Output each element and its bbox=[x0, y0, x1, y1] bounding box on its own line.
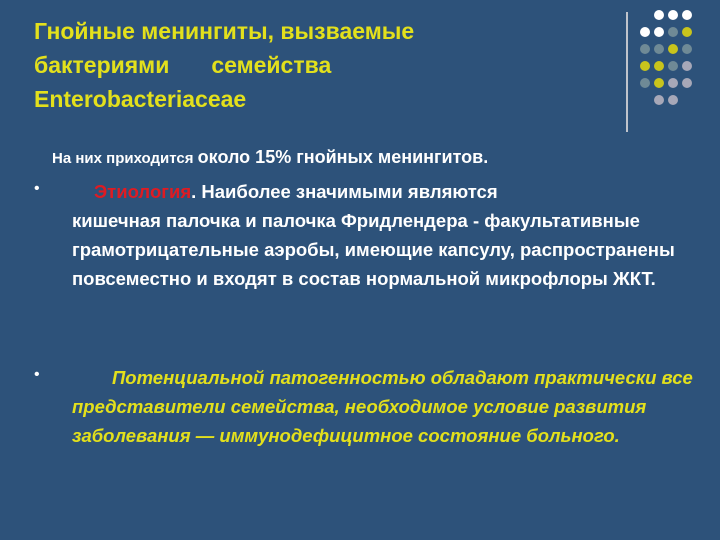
decor-dot bbox=[654, 61, 664, 71]
decor-dot bbox=[654, 44, 664, 54]
decor-divider-line bbox=[626, 12, 628, 132]
decor-dot bbox=[682, 27, 692, 37]
title-line-3: Enterobacteriaceae bbox=[34, 86, 247, 112]
decor-dot-grid bbox=[640, 10, 720, 120]
title-line-1: Гнойные менингиты, вызваемые bbox=[34, 18, 415, 44]
decor-dot bbox=[654, 27, 664, 37]
pathogenicity-text: Потенциальной патогенностью обладают практически все представители семейства, необходимое условие развития заболевания — иммунодефицитное состояние больного. bbox=[72, 367, 693, 446]
etiology-body: кишечная палочка и палочка Фридлендера - факультативные грамотрицательные аэробы, имеющие капсулу, распространены повсеместно и входят в состав нормальной микрофлоры ЖКТ. bbox=[72, 210, 675, 289]
etiology-keyword: Этиология bbox=[94, 181, 192, 202]
decor-dot bbox=[640, 44, 650, 54]
decor-dot bbox=[668, 27, 678, 37]
decor-dot bbox=[668, 10, 678, 20]
bullet-etiology bbox=[72, 177, 702, 293]
decor-dot bbox=[682, 61, 692, 71]
decor-dot bbox=[640, 61, 650, 71]
intro-big: около 15% гнойных менингитов. bbox=[197, 147, 489, 167]
decor-dot bbox=[654, 95, 664, 105]
decor-dot bbox=[682, 78, 692, 88]
intro-text bbox=[52, 145, 488, 171]
slide-title bbox=[34, 14, 594, 116]
etiology-lead: . Наиболее значимыми являются bbox=[191, 181, 498, 202]
intro-small: На них приходится bbox=[52, 150, 198, 167]
decor-dot bbox=[668, 95, 678, 105]
decor-dot bbox=[654, 10, 664, 20]
title-line-2a: бактериями bbox=[34, 52, 170, 78]
bullet-mark-2: • bbox=[34, 366, 40, 383]
title-line-2 bbox=[34, 48, 594, 82]
decor-dot bbox=[682, 10, 692, 20]
decor-dot bbox=[668, 44, 678, 54]
bullet-mark-1: • bbox=[34, 180, 40, 197]
decor-dot bbox=[682, 44, 692, 54]
bullet-pathogenicity bbox=[72, 363, 702, 450]
decor-dot bbox=[640, 78, 650, 88]
decor-dot bbox=[640, 27, 650, 37]
decor-dot bbox=[668, 78, 678, 88]
decor-dot bbox=[654, 78, 664, 88]
title-line-2b: семейства bbox=[211, 52, 332, 78]
decor-dot bbox=[668, 61, 678, 71]
